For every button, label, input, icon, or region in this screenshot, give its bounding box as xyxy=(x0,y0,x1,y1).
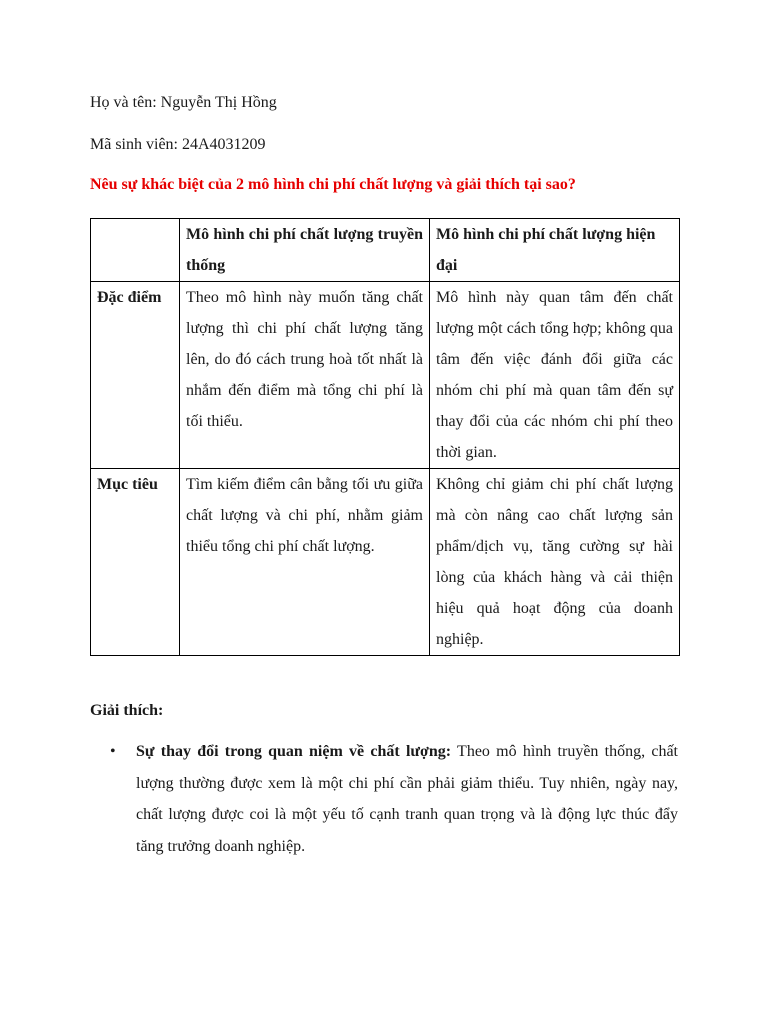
cell-modern-characteristics: Mô hình này quan tâm đến chất lượng một cách tổng hợp; không qua tâm đến việc đánh đổi giữa các nhóm chi phí mà quan tâm đến sự thay đổi của các nhóm chi phí theo thời gian. xyxy=(430,282,680,469)
bullet-text: Theo mô hình truyền thống, chất lượng thường được xem là một chi phí cần phải giảm thiểu. Tuy nhiên, ngày nay, chất lượng được coi là một yếu tố cạnh tranh quan trọng và là động lực thúc đẩy tăng trưởng doanh nghiệp. xyxy=(136,743,678,855)
cell-modern-objective: Không chỉ giảm chi phí chất lượng mà còn nâng cao chất lượng sản phẩm/dịch vụ, tăng cường sự hài lòng của khách hàng và cải thiện hiệu quả hoạt động của doanh nghiệp. xyxy=(430,469,680,656)
row-label-objective: Mục tiêu xyxy=(91,469,180,656)
table-header-traditional: Mô hình chi phí chất lượng truyền thống xyxy=(180,219,430,282)
cell-traditional-objective: Tìm kiếm điểm cân bằng tối ưu giữa chất lượng và chi phí, nhằm giảm thiểu tổng chi phí chất lượng. xyxy=(180,469,430,656)
bullet-marker: • xyxy=(110,743,116,760)
bullet-lead: Sự thay đổi trong quan niệm về chất lượng: xyxy=(136,743,452,760)
row-label-characteristics: Đặc điểm xyxy=(91,282,180,469)
table-header-cell-empty xyxy=(91,219,180,282)
table-row xyxy=(91,469,680,656)
comparison-table xyxy=(90,218,680,656)
table-header-modern: Mô hình chi phí chất lượng hiện đại xyxy=(430,219,680,282)
cell-traditional-characteristics: Theo mô hình này muốn tăng chất lượng thì chi phí chất lượng tăng lên, do đó cách trung hoà tốt nhất là nhắm đến điểm mà tổng chi phí là tối thiểu. xyxy=(180,282,430,469)
question-heading: Nêu sự khác biệt của 2 mô hình chi phí chất lượng và giải thích tại sao? xyxy=(90,176,576,193)
student-id-line: Mã sinh viên: 24A4031209 xyxy=(90,136,266,153)
explanation-heading: Giải thích: xyxy=(90,702,164,719)
explanation-bullet xyxy=(136,736,678,862)
table-header-row xyxy=(91,219,680,282)
student-name-line: Họ và tên: Nguyễn Thị Hồng xyxy=(90,94,277,111)
table-row xyxy=(91,282,680,469)
